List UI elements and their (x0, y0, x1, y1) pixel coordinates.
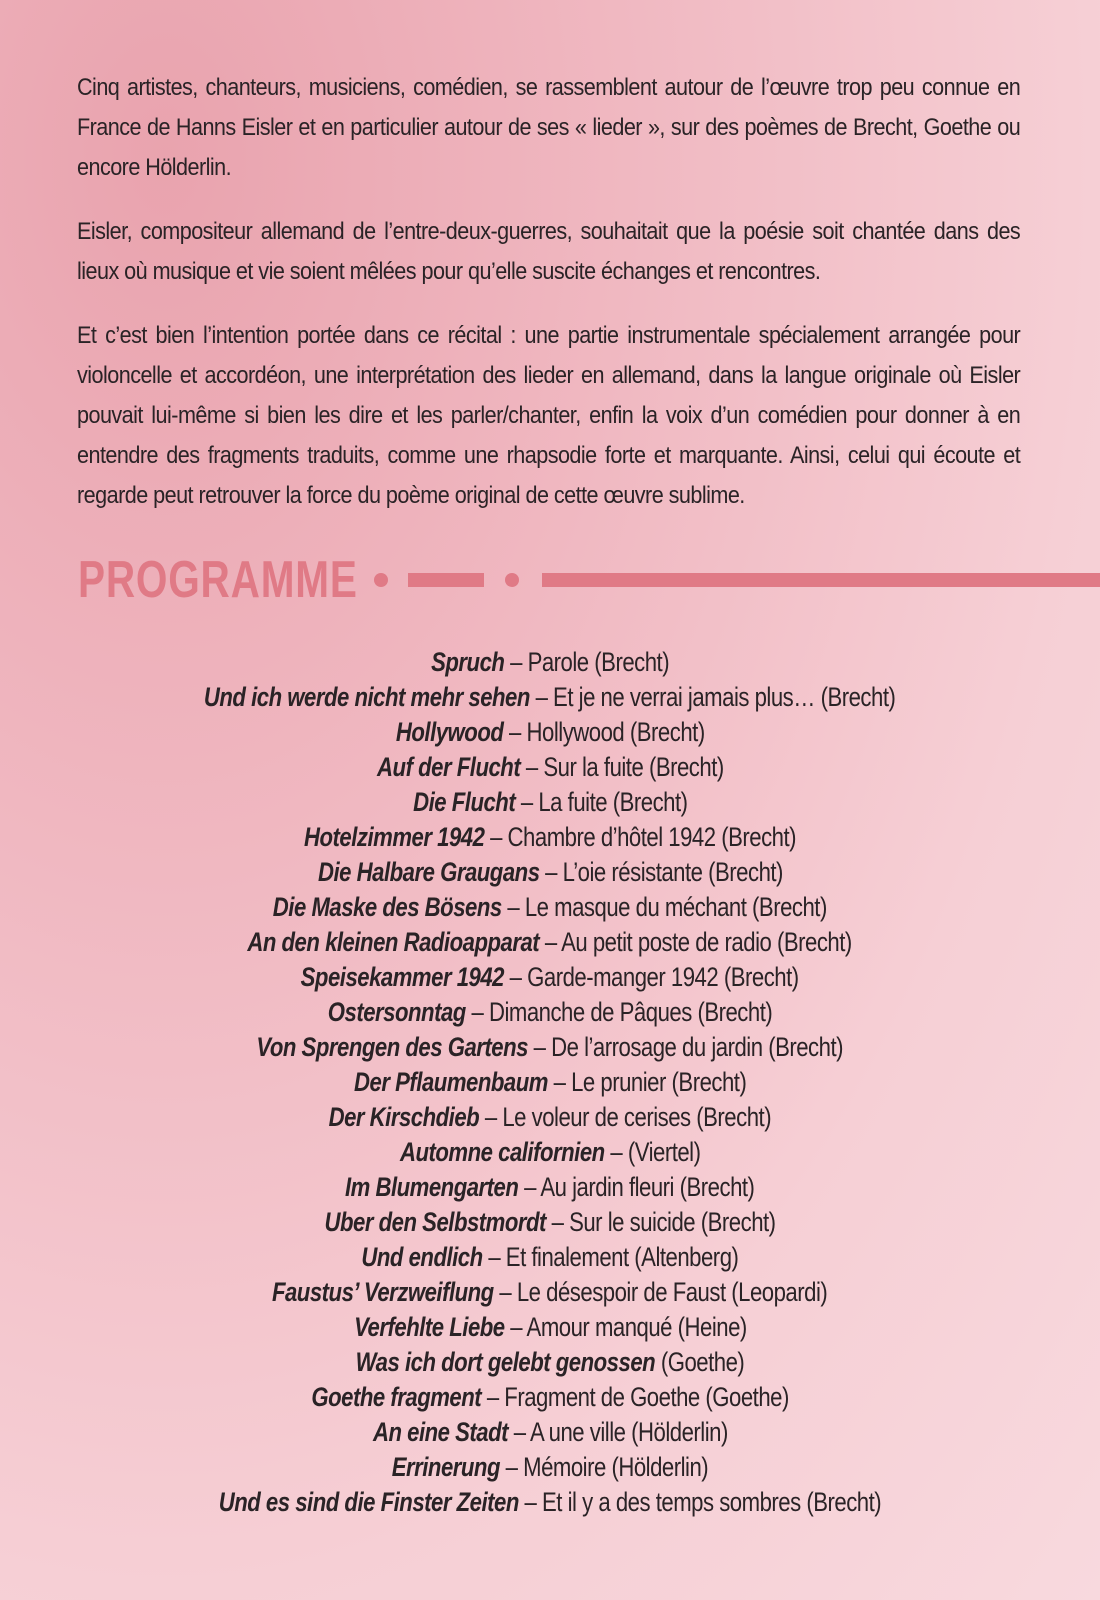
programme-item-german-title: Hollywood (395, 717, 504, 747)
programme-item-text (318, 855, 783, 890)
programme-item-german-title: Uber den Selbstmordt (324, 1207, 546, 1237)
programme-item (0, 785, 1100, 820)
programme-item-german-title: Hotelzimmer 1942 (303, 822, 485, 852)
programme-item-french-title: – Amour manqué (Heine) (504, 1312, 747, 1342)
programme-item-text (400, 1135, 701, 1170)
programme-item-text (354, 1310, 747, 1345)
programme-item-german-title: Automne californien (399, 1137, 605, 1167)
programme-item-german-title: Die Halbare Graugans (317, 857, 540, 887)
programme-item (0, 715, 1100, 750)
programme-item (0, 1345, 1100, 1380)
intro-paragraph: Cinq artistes, chanteurs, musiciens, comédien, se rassemblent autour de l’œuvre trop peu connue en France de Hanns Eisler et en particulier autour de ses « lieder », sur des poèmes de Brecht, Goethe ou encore Hölderlin. (77, 74, 1021, 181)
programme-item-german-title: Die Flucht (412, 787, 515, 817)
programme-item (0, 1205, 1100, 1240)
programme-item-french-title: – Le prunier (Brecht) (547, 1067, 747, 1097)
intro-paragraph: Eisler, compositeur allemand de l’entre-deux-guerres, souhaitait que la poésie soit chantée dans des lieux où musique et vie soient mêlées pour qu’elle suscite échanges et rencontres. (77, 218, 1021, 285)
programme-item-french-title: – De l’arrosage du jardin (Brecht) (528, 1032, 844, 1062)
programme-item-french-title: – Le désespoir de Faust (Leopardi) (494, 1277, 828, 1307)
programme-item-german-title: Von Sprengen des Gartens (256, 1032, 529, 1062)
decorative-dot-icon (505, 573, 519, 587)
programme-item-french-title: – Chambre d’hôtel 1942 (Brecht) (484, 822, 797, 852)
programme-item-french-title: – Le voleur de cerises (Brecht) (479, 1102, 772, 1132)
programme-item-german-title: Ostersonntag (327, 997, 466, 1027)
programme-item (0, 680, 1100, 715)
programme-item-german-title: Die Maske des Bösens (272, 892, 502, 922)
programme-item (0, 960, 1100, 995)
programme-item-text (354, 1065, 746, 1100)
programme-item-text (377, 750, 724, 785)
programme-item-text (273, 890, 827, 925)
programme-item-text (248, 925, 852, 960)
programme-item-text (413, 785, 687, 820)
programme-item-french-title: – Au jardin fleuri (Brecht) (518, 1172, 755, 1202)
programme-item-german-title: Im Blumengarten (345, 1172, 519, 1202)
programme-header (78, 550, 1100, 610)
programme-item-german-title: Der Pflaumenbaum (353, 1067, 548, 1097)
programme-item-german-title: Und endlich (361, 1242, 483, 1272)
programme-item-german-title: Auf der Flucht (376, 752, 520, 782)
programme-item-french-title: – L’oie résistante (Brecht) (539, 857, 783, 887)
programme-item-french-title: – Sur la fuite (Brecht) (519, 752, 724, 782)
programme-item-german-title: Goethe fragment (311, 1382, 482, 1412)
programme-item-text (311, 1380, 788, 1415)
decorative-dash (408, 573, 484, 587)
programme-item-french-title: – Au petit poste de radio (Brecht) (539, 927, 853, 957)
programme-item-text (272, 1275, 827, 1310)
programme-item-text (396, 715, 705, 750)
programme-item-german-title: Speisekammer 1942 (301, 962, 505, 992)
programme-item-french-title: – Mémoire (Hölderlin) (500, 1452, 709, 1482)
programme-item (0, 1135, 1100, 1170)
programme-item-french-title: – La fuite (Brecht) (514, 787, 688, 817)
programme-item (0, 1450, 1100, 1485)
programme-item-french-title: – Sur le suicide (Brecht) (545, 1207, 776, 1237)
programme-item-text (301, 960, 799, 995)
programme-item-text (345, 1170, 755, 1205)
programme-item (0, 1100, 1100, 1135)
programme-item-text (257, 1030, 844, 1065)
programme-item-german-title: Faustus’ Verzweiflung (272, 1277, 495, 1307)
programme-item-french-title: – Fragment de Goethe (Goethe) (481, 1382, 789, 1412)
programme-item-text (329, 1100, 772, 1135)
programme-item (0, 1275, 1100, 1310)
programme-item-text (324, 1205, 775, 1240)
programme-item-german-title: An eine Stadt (372, 1417, 508, 1447)
programme-item-text (204, 680, 895, 715)
programme-item-french-title: – Le masque du méchant (Brecht) (501, 892, 828, 922)
programme-item-french-title: – Et finalement (Altenberg) (482, 1242, 739, 1272)
programme-item (0, 1380, 1100, 1415)
programme-item (0, 1485, 1100, 1520)
programme-item (0, 645, 1100, 680)
programme-item (0, 750, 1100, 785)
programme-item-german-title: An den kleinen Radioapparat (247, 927, 540, 957)
intro-paragraph: Et c’est bien l’intention portée dans ce récital : une partie instrumentale spécialement arrangée pour violoncelle et accordéon, une interprétation des lieder en allemand, dans la langue originale où Eisler pouvait lui-même si bien les dire et les parler/chanter, enfin la voix d’un comédien pour donner à en entendre des fragments traduits, comme une rhapsodie forte et marquante. Ainsi, celui qui écoute et regarde peut retrouver la force du poème original de cette œuvre sublime. (77, 322, 1021, 509)
programme-item (0, 820, 1100, 855)
programme-item-german-title: Und ich werde nicht mehr sehen (204, 682, 531, 712)
programme-item-text (361, 1240, 738, 1275)
programme-item-text (431, 645, 669, 680)
intro-text (77, 68, 1020, 540)
decorative-dot-icon (374, 573, 388, 587)
programme-item-german-title: Errinerung (391, 1452, 501, 1482)
programme-item (0, 1030, 1100, 1065)
programme-item (0, 890, 1100, 925)
programme-item (0, 1415, 1100, 1450)
programme-item-german-title: Verfehlte Liebe (353, 1312, 505, 1342)
programme-item-french-title: – Parole (Brecht) (504, 647, 669, 677)
programme-item-french-title: – Hollywood (Brecht) (503, 717, 705, 747)
programme-item-text (304, 820, 796, 855)
programme-item-text (219, 1485, 881, 1520)
programme-item (0, 1310, 1100, 1345)
programme-item-text (328, 995, 772, 1030)
programme-item (0, 995, 1100, 1030)
programme-title: PROGRAMME (78, 551, 358, 609)
decorative-line (542, 573, 1100, 587)
programme-item-french-title: – Dimanche de Pâques (Brecht) (465, 997, 773, 1027)
programme-item-text (356, 1345, 745, 1380)
programme-item-french-title: – Et il y a des temps sombres (Brecht) (518, 1487, 882, 1517)
programme-item-french-title: – Et je ne verrai jamais plus… (Brecht) (530, 682, 896, 712)
programme-item-german-title: Was ich dort gelebt genossen (355, 1347, 656, 1377)
programme-item (0, 1065, 1100, 1100)
programme-item-text (373, 1415, 728, 1450)
programme-item-french-title: – (Viertel) (604, 1137, 701, 1167)
programme-item-french-title: – A une ville (Hölderlin) (507, 1417, 728, 1447)
programme-item (0, 1170, 1100, 1205)
programme-item-german-title: Und es sind die Finster Zeiten (218, 1487, 519, 1517)
programme-item-text (392, 1450, 708, 1485)
programme-item-french-title: (Goethe) (655, 1347, 745, 1377)
programme-item-german-title: Spruch (431, 647, 505, 677)
programme-item-french-title: – Garde-manger 1942 (Brecht) (504, 962, 799, 992)
programme-item (0, 925, 1100, 960)
programme-list (0, 645, 1100, 1520)
programme-item (0, 855, 1100, 890)
programme-item-german-title: Der Kirschdieb (328, 1102, 480, 1132)
programme-item (0, 1240, 1100, 1275)
